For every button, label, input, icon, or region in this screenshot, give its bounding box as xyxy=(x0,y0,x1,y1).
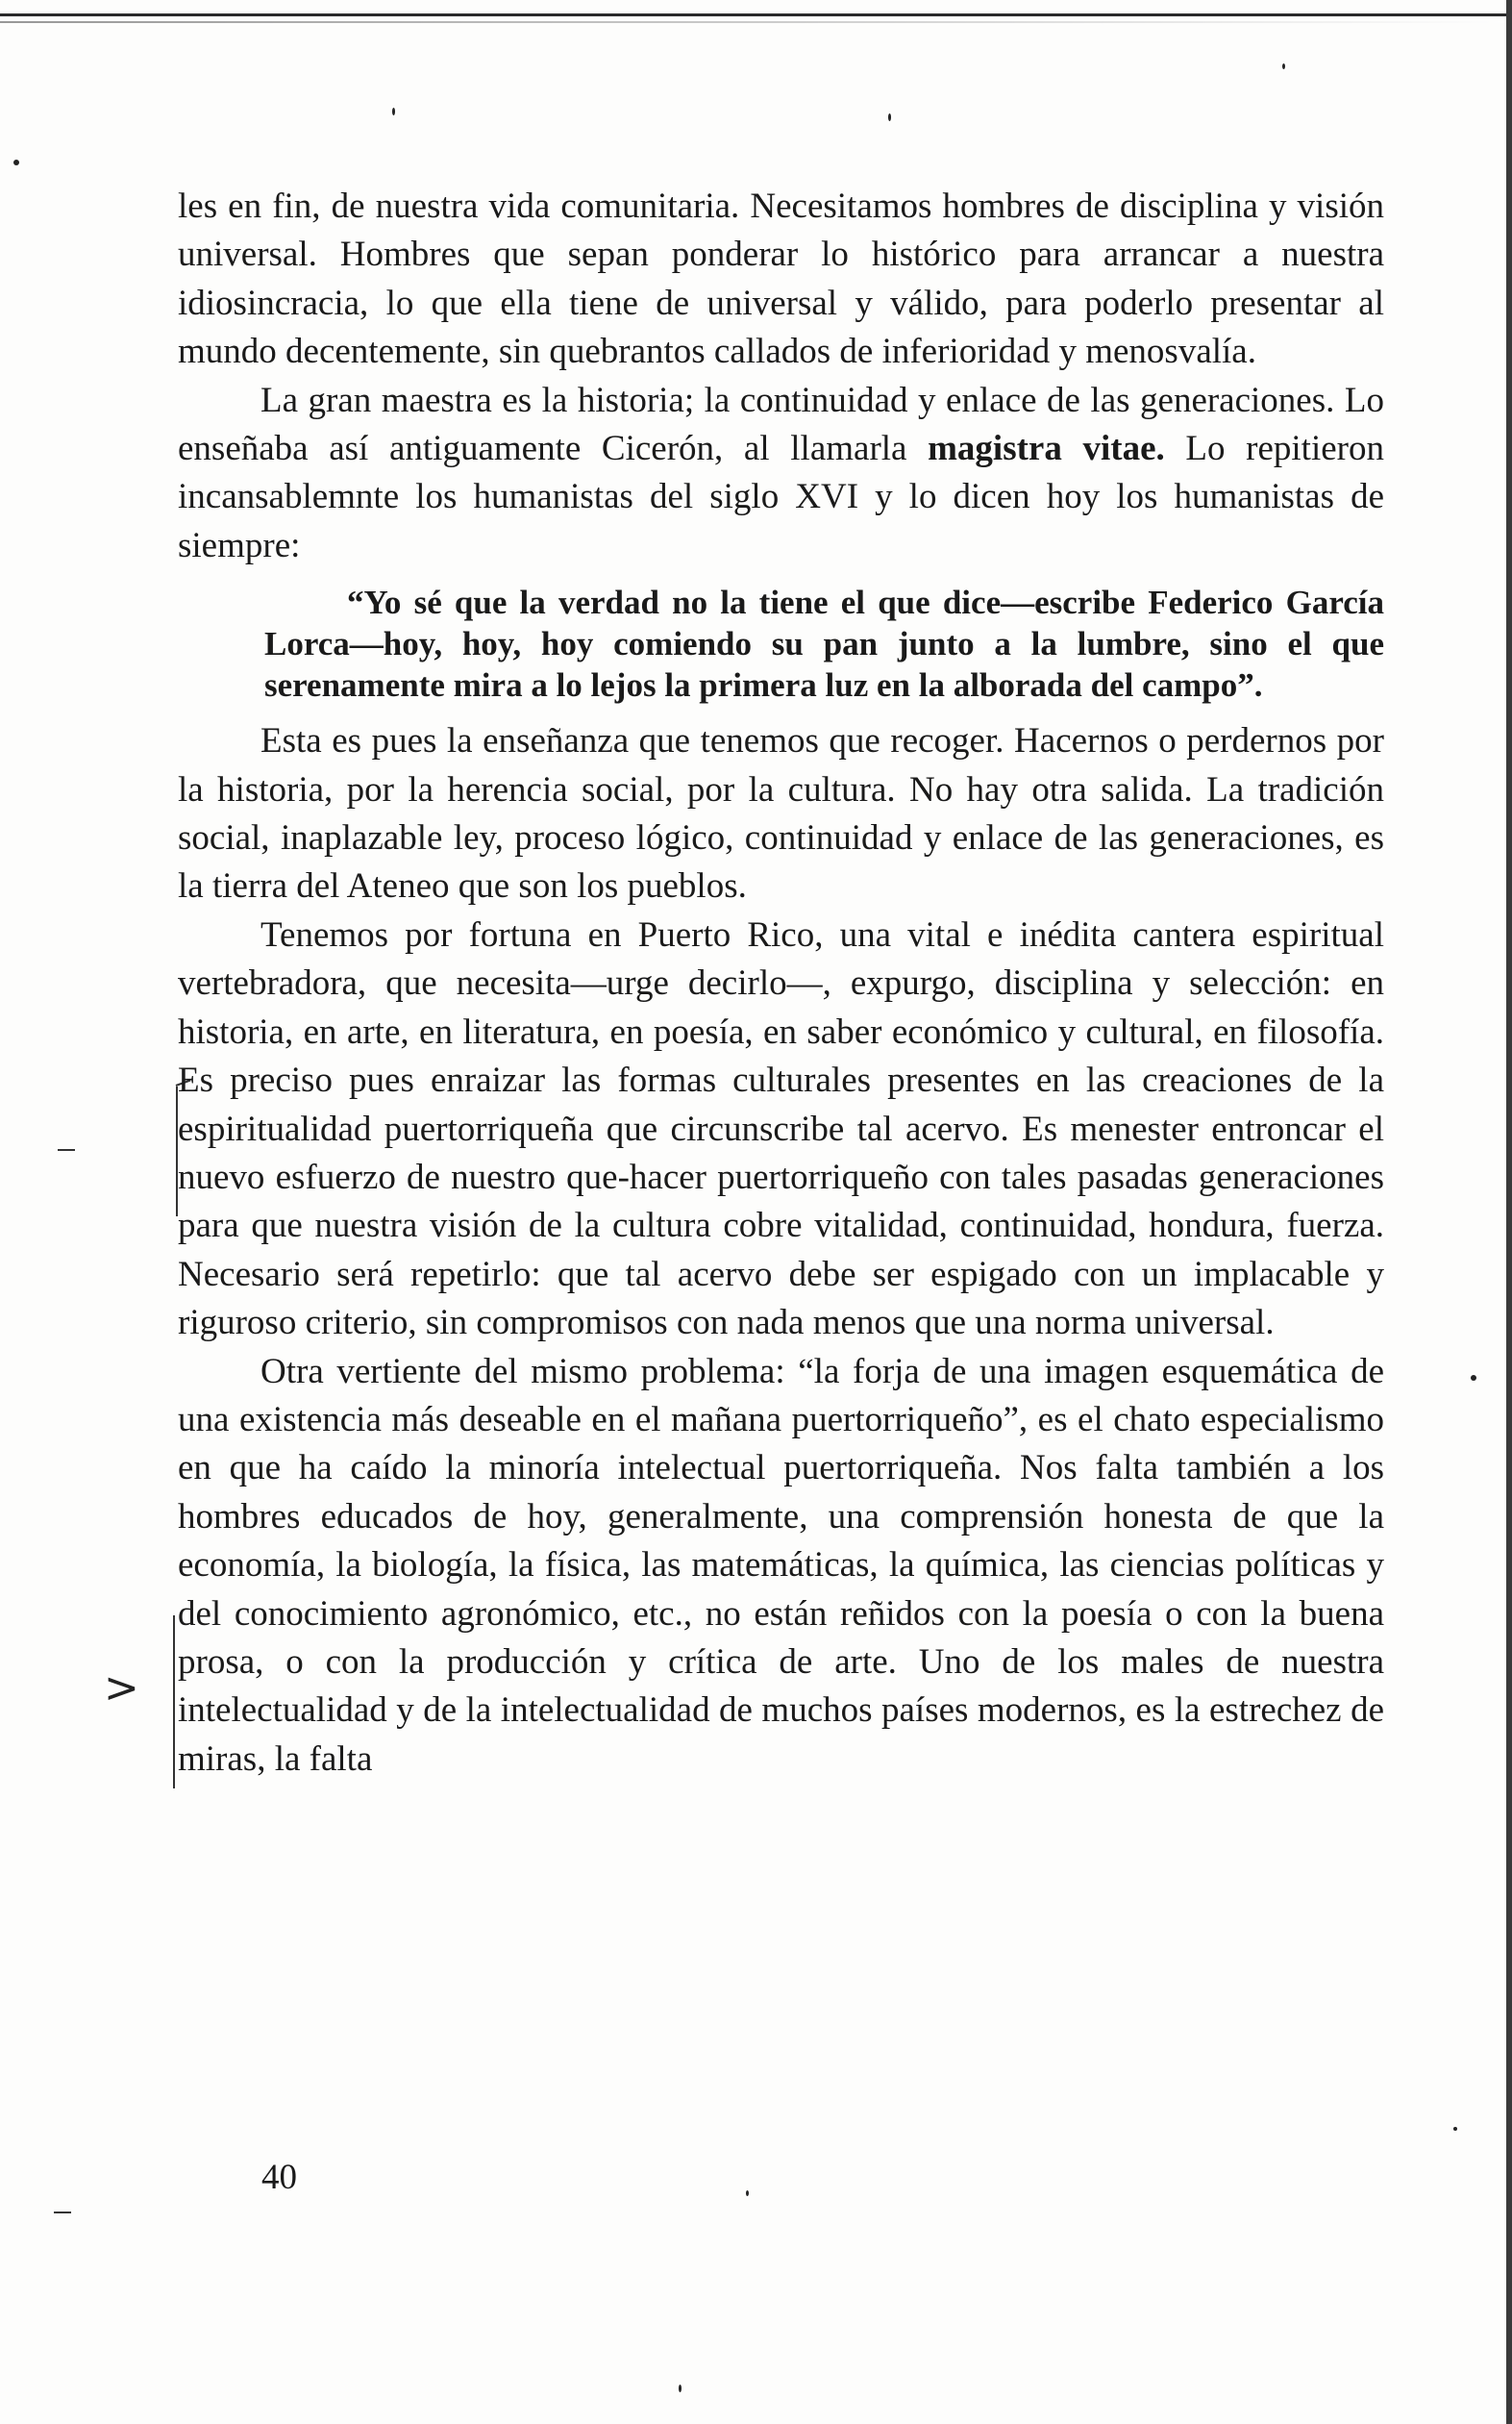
scan-speck xyxy=(746,2190,749,2196)
margin-dash xyxy=(58,1149,75,1151)
latin-term: magistra vitae. xyxy=(928,429,1165,469)
paragraph-2-end: Lo repitieron incansablemnte los humanistas del siglo XVI y lo dicen hoy los humanistas de siempre: xyxy=(178,429,1384,565)
scan-speck xyxy=(1282,63,1285,69)
paragraph-2-start: La gran maestra es la historia; la continuidad y enlace de las generaciones. Lo enseñaba así antiguamente Cicerón, al llamarla xyxy=(178,380,1384,469)
paragraph-4: Tenemos por fortuna en Puerto Rico, una vital e inédita cantera espiritual vertebradora, que necesita—urge decirlo—, expurgo, disciplina y selección: en historia, en arte, en literatura, en poesía, en saber económico y cultural, en filosofía. Es preciso pues enraizar las formas culturales presentes en las creaciones de la espiritualidad puertorriqueña que circunscribe tal acervo. Es menester entroncar el nuevo esfuerzo de nuestro que-hacer puertorriqueño con tales pasadas generaciones para que nuestra visión de la cultura cobre vitalidad, continuidad, hondura, fuerza. Necesario será repetirlo: que tal acervo debe ser espigado con un implacable y riguroso criterio, sin compromisos con nada menos que una norma universal. xyxy=(178,914,1384,1343)
scan-speck xyxy=(13,160,19,165)
scan-speck xyxy=(392,108,395,115)
scan-speck xyxy=(679,2385,682,2392)
scan-speck xyxy=(1453,2127,1457,2131)
page-number: 40 xyxy=(261,2158,297,2197)
body-text xyxy=(178,183,1384,1784)
block-quote: “Yo sé que la verdad no la tiene el que dice—escribe Federico García Lorca—hoy, hoy, hoy comiendo su pan junto a la lumbre, sino el que serenamente mira a lo lejos la primera luz en la alborada del campo”. xyxy=(264,584,1384,705)
scan-right-edge xyxy=(1506,0,1512,2424)
margin-arrow-icon: > xyxy=(104,1663,139,1712)
paragraph-2 xyxy=(178,377,1384,571)
paragraph-1: les en fin, de nuestra vida comunitaria. Necesitamos hombres de disciplina y visión universal. Hombres que sepan ponderar lo histórico para arrancar a nuestra idiosincracia, lo que ella tiene de universal y válido, para poderlo presentar al mundo decentemente, sin quebrantos callados de inferioridad y menosvalía. xyxy=(178,187,1384,372)
margin-dash xyxy=(54,2212,71,2213)
scan-speck xyxy=(888,113,891,121)
paragraph-3: Esta es pues la enseñanza que tenemos que recoger. Hacernos o perdernos por la historia, por la herencia social, por la cultura. No hay otra salida. La tradición social, inaplazable ley, proceso lógico, continuidad y enlace de las generaciones, es la tierra del Ateneo que son los pueblos. xyxy=(178,721,1384,907)
scan-top-edge xyxy=(0,0,1512,16)
scan-speck xyxy=(1471,1375,1476,1381)
margin-bracket xyxy=(173,1615,175,1788)
paragraph-5: Otra vertiente del mismo problema: “la forja de una imagen esquemática de una existencia más deseable en el mañana puertorriqueño”, es el chato especialismo en que ha caído la minoría intelectual puertorriqueña. Nos falta también a los hombres educados de hoy, generalmente, una comprensión honesta de que la economía, la biología, la física, las matemáticas, la química, las ciencias políticas y del conocimiento agronómico, etc., no están reñidos con la poesía o con la buena prosa, o con la producción y crítica de arte. Uno de los males de nuestra intelectualidad y de la intelectualidad de muchos países modernos, es la estrechez de miras, la falta xyxy=(178,1351,1384,1779)
